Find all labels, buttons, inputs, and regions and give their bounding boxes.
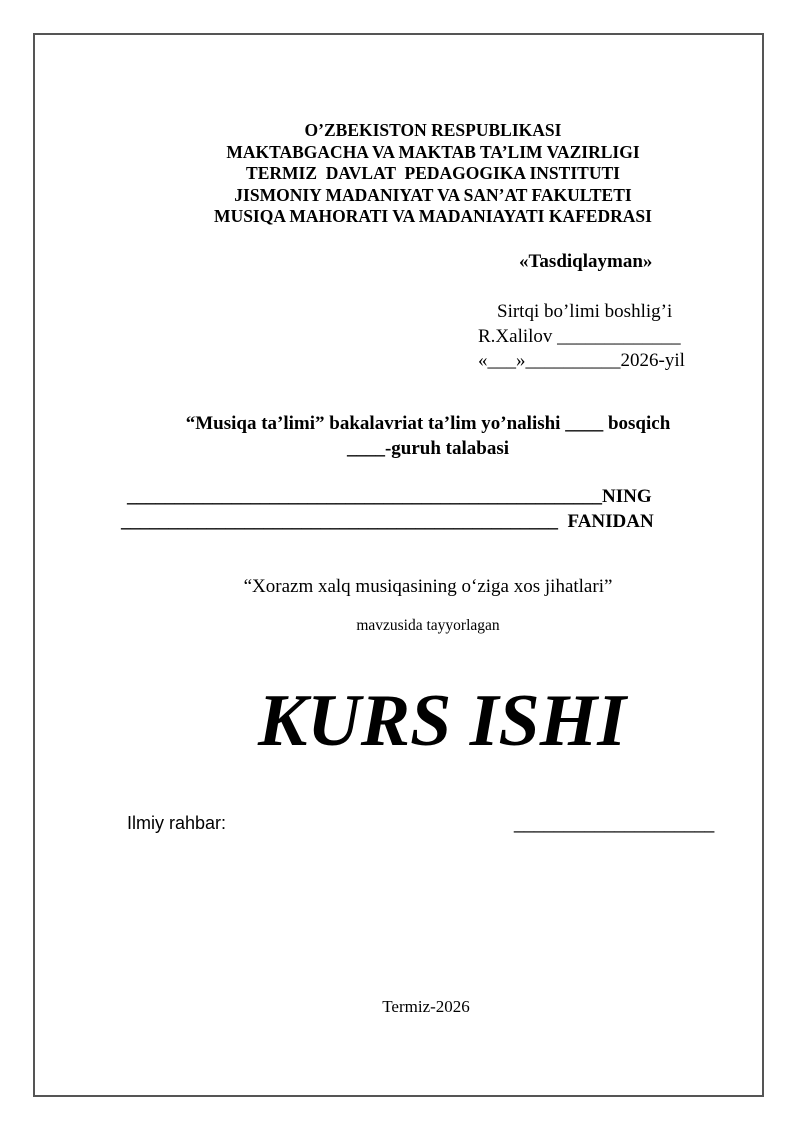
approval-title: «Tasdiqlayman»	[519, 251, 653, 272]
header-line-institute: TERMIZ DAVLAT PEDAGOGIKA INSTITUTI	[246, 163, 620, 183]
advisor-signature-line: ____________________	[514, 813, 715, 833]
header-line-republic: O’ZBEKISTON RESPUBLIKASI	[304, 120, 562, 140]
program-info	[0, 411, 800, 461]
header-line-department: MUSIQA MAHORATI VA MADANIAYATI KAFEDRASI	[214, 206, 652, 226]
institution-header	[0, 120, 800, 228]
advisor-label: Ilmiy rahbar:	[127, 813, 227, 833]
program-line-direction: “Musiqa ta’limi” bakalavriat ta’lim yo’nalishi ____ bosqich	[185, 413, 671, 434]
topic-subtitle: mavzusida tayyorlagan	[356, 617, 500, 634]
header-line-ministry: MAKTABGACHA VA MAKTAB TA’LIM VAZIRLIGI	[226, 141, 640, 162]
approval-date: «___»__________2026-yil	[478, 350, 685, 371]
city-year: Termiz-2026	[382, 997, 470, 1016]
approval-signatory: R.Xalilov _____________	[478, 326, 681, 347]
approval-position: Sirtqi bo’limi boshlig’i	[497, 301, 673, 322]
program-line-group: ____-guruh talabasi	[346, 438, 510, 459]
student-name-line: __________________________________________________NING	[127, 486, 652, 507]
document-title: KURS ISHI	[257, 680, 627, 762]
subject-name-line: ______________________________________________ FANIDAN	[121, 511, 654, 532]
header-line-faculty: JISMONIY MADANIYAT VA SAN’AT FAKULTETI	[234, 184, 632, 205]
course-work-topic: “Xorazm xalq musiqasining o‘ziga xos jihatlari”	[243, 576, 613, 597]
